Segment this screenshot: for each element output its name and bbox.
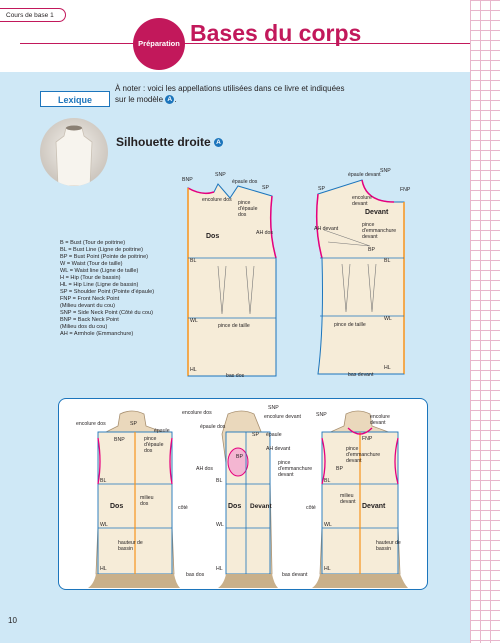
fig-back-hip-height-label: hauteur de bassin xyxy=(118,540,143,552)
back-pattern-diagram xyxy=(180,170,290,385)
legend-line: H = Hip (Tour de bassin) xyxy=(60,275,121,281)
fig-back-sp-label: SP xyxy=(130,421,137,427)
front-hl-label: HL xyxy=(384,365,391,371)
fig-front-neckline-label: encolure devant xyxy=(370,414,390,426)
legend-line: BNP = Back Neck Point xyxy=(60,317,119,323)
page-title: Bases du corps xyxy=(190,20,362,46)
fig-front-wl-label: WL xyxy=(324,522,332,528)
legend-line: FNP = Front Neck Point xyxy=(60,296,120,302)
fig-front-armhole-dart-label: pince d'emmanchure devant xyxy=(346,446,381,464)
note-body: À noter : voici les appellations utilisées dans ce livre et indiquées sur le modèle xyxy=(115,84,345,104)
fig-side-neckline-front-label: encolure devant xyxy=(264,414,301,420)
fig-side-armhole-dart-label: pince d'emmanchure devant xyxy=(278,460,313,478)
front-bp-label: BP xyxy=(368,247,375,253)
fig-side-bp-label: BP xyxy=(236,454,243,460)
fig-front-side-label: côté xyxy=(306,505,316,511)
dress-form-image xyxy=(40,118,108,186)
fig-back-neckline-label: encolure dos xyxy=(76,421,106,427)
fig-side-devant-label: Devant xyxy=(250,503,272,510)
fig-back-center-label: milieu dos xyxy=(140,495,154,507)
front-bl-label: BL xyxy=(384,258,391,264)
legend-line: BP = Bust Point (Pointe de poitrine) xyxy=(60,254,149,260)
model-a-marker: A xyxy=(165,95,174,104)
front-hem-label: bas devant xyxy=(348,372,374,378)
fig-side-neckline-back-label: encolure dos xyxy=(182,410,212,416)
fig-front-hip-height-label: hauteur de bassin xyxy=(376,540,401,552)
lexique-label: Lexique xyxy=(40,91,110,107)
fig-back-dart-label: pince d'épaule dos xyxy=(144,436,164,454)
legend-line: W = Waist (Tour de taille) xyxy=(60,261,123,267)
fig-back-dos-label: Dos xyxy=(110,503,124,510)
legend-line: (Milieu devant du cou) xyxy=(60,303,116,309)
front-wl-label: WL xyxy=(384,316,392,322)
page-number: 10 xyxy=(8,616,17,625)
back-waist-dart-label: pince de taille xyxy=(218,323,250,329)
fig-front-center-label: milieu devant xyxy=(340,493,356,505)
legend-line: B = Bust (Tour de poitrine) xyxy=(60,240,126,246)
fig-side-bl-label: BL xyxy=(216,478,223,484)
front-armhole-dart-label: pince d'emmanchure devant xyxy=(362,222,397,240)
fig-back-bl-label: BL xyxy=(100,478,107,484)
legend-line: WL = Waist line (Ligne de taille) xyxy=(60,268,139,274)
fig-side-sp-label: SP xyxy=(252,432,259,438)
fig-back-shoulder-label: épaule xyxy=(154,428,170,434)
back-shoulder-label: épaule dos xyxy=(232,179,258,185)
fig-back-bnp-label: BNP xyxy=(114,437,125,443)
section-badge: Préparation xyxy=(133,18,185,70)
back-hl-label: HL xyxy=(190,367,197,373)
front-neckline-label: encolure devant xyxy=(352,195,372,207)
back-wl-label: WL xyxy=(190,318,198,324)
legend-line: (Milieu dos du cou) xyxy=(60,324,108,330)
legend-line: AH = Armhole (Emmanchure) xyxy=(60,331,134,337)
fig-side-wl-label: WL xyxy=(216,522,224,528)
abbreviations-legend xyxy=(60,240,154,338)
legend-line: BL = Bust Line (Ligne de poitrine) xyxy=(60,247,143,253)
front-sp-label: SP xyxy=(318,186,325,192)
fig-side-shoulder-back-label: épaule dos xyxy=(200,424,226,430)
back-dart-label: pince d'épaule dos xyxy=(238,200,258,218)
fig-front-bl-label: BL xyxy=(324,478,331,484)
silhouette-title-text: Silhouette droite xyxy=(116,135,211,149)
fig-side-ah-back-label: AH dos xyxy=(196,466,214,472)
fig-front-snp-label: SNP xyxy=(316,412,327,418)
back-hem-label: bas dos xyxy=(226,373,245,379)
fig-side-front-hem-label: bas devant xyxy=(282,572,308,578)
legend-line: HL = Hip Line (Ligne de bassin) xyxy=(60,282,139,288)
fig-front-bp-label: BP xyxy=(336,466,343,472)
front-snp-label: SNP xyxy=(380,168,391,174)
fig-side-back-hem-label: bas dos xyxy=(186,572,205,578)
legend-line: SNP = Side Neck Point (Côté du cou) xyxy=(60,310,154,316)
dress-form-figures xyxy=(58,398,426,588)
front-waist-dart-label: pince de taille xyxy=(334,322,366,328)
front-shoulder-label: épaule devant xyxy=(348,172,381,178)
back-bl-label: BL xyxy=(190,258,197,264)
note-text xyxy=(115,84,345,105)
fig-side-dos-label: Dos xyxy=(228,503,242,510)
dress-form-photo xyxy=(40,118,108,186)
fig-front-devant-label: Devant xyxy=(362,503,386,510)
back-dos-label: Dos xyxy=(206,233,220,240)
back-sp-label: SP xyxy=(262,185,269,191)
fig-side-shoulder-label: épaule xyxy=(266,432,282,438)
fig-side-side-label: côté xyxy=(178,505,188,511)
front-ah-label: AH devant xyxy=(314,226,339,232)
back-bnp-label: BNP xyxy=(182,177,193,183)
fig-back-wl-label: WL xyxy=(100,522,108,528)
silhouette-marker: A xyxy=(214,138,223,147)
silhouette-title xyxy=(116,135,223,149)
fig-side-snp-label: SNP xyxy=(268,405,279,411)
fig-side-hl-label: HL xyxy=(216,566,223,572)
note-end: . xyxy=(174,94,177,104)
back-snp-label: SNP xyxy=(215,172,226,178)
legend-line: SP = Shoulder Point (Pointe d'épaule) xyxy=(60,289,155,295)
fig-front-hl-label: HL xyxy=(324,566,331,572)
front-devant-label: Devant xyxy=(365,209,389,216)
back-neckline-label: encolure dos xyxy=(202,197,232,203)
fig-front-fnp-label: FNP xyxy=(362,436,373,442)
front-fnp-label: FNP xyxy=(400,187,411,193)
fig-side-ah-front-label: AH devant xyxy=(266,446,291,452)
grid-margin xyxy=(470,0,500,643)
fig-back-hl-label: HL xyxy=(100,566,107,572)
back-ah-label: AH dos xyxy=(256,230,274,236)
chapter-tab[interactable]: Cours de base 1 xyxy=(0,8,66,22)
